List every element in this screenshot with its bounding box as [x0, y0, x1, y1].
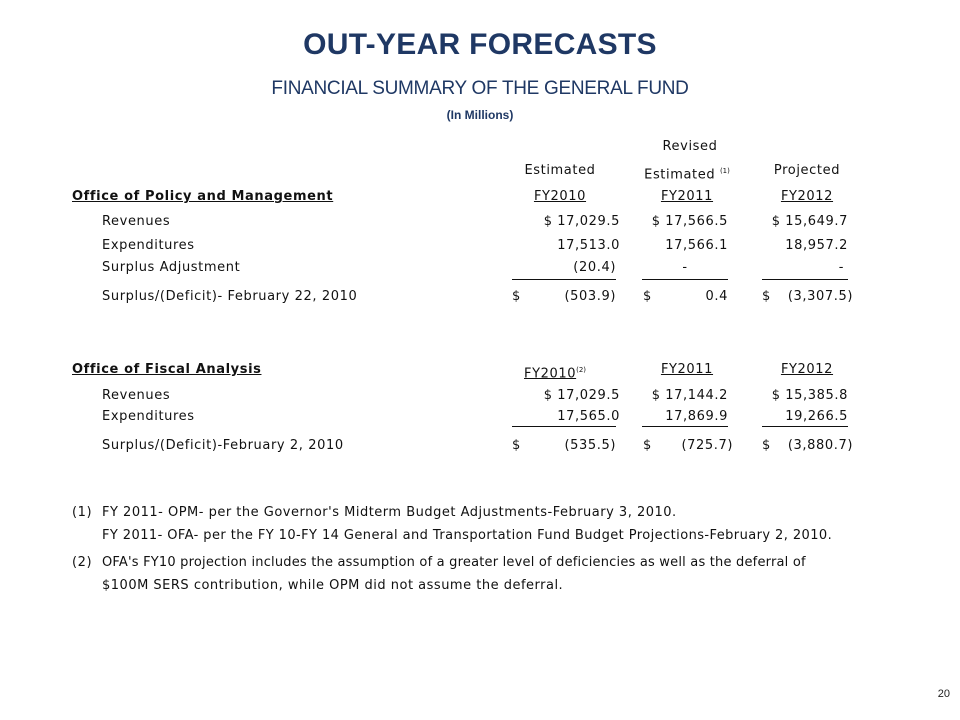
ofa-heading: Office of Fiscal Analysis [72, 362, 262, 377]
opm-revenues-fy2012: $ 15,649.7 [771, 214, 848, 229]
opm-revenues-fy2011: $ 17,566.5 [651, 214, 728, 229]
ofa-total-fy2010: (535.5) [564, 438, 616, 453]
dollar-sign: $ [643, 289, 652, 304]
opm-surplus-adjustment-fy2011: - [682, 260, 688, 275]
ofa-expenditures-fy2010: 17,565.0 [557, 409, 620, 424]
ofa-revenues-fy2012: $ 15,385.8 [771, 388, 848, 403]
opm-surplus-adjustment-fy2010: (20.4) [573, 260, 616, 275]
opm-year-fy2010: FY2010 [533, 189, 587, 204]
subtotal-rule [642, 426, 728, 427]
subtotal-rule [762, 279, 848, 280]
page-number: 20 [937, 688, 950, 700]
ofa-row-label: Expenditures [102, 409, 195, 424]
ofa-revenues-fy2010: $ 17,029.5 [543, 388, 620, 403]
page-subtitle: FINANCIAL SUMMARY OF THE GENERAL FUND [271, 78, 689, 99]
ofa-total-fy2012: (3,880.7) [787, 438, 853, 453]
opm-total-fy2012: (3,307.5) [787, 289, 853, 304]
subtotal-rule [642, 279, 728, 280]
footnote-2-line-1: OFA's FY10 projection includes the assumption of a greater level of deficiencies as well as the deferral of [102, 555, 806, 570]
column-header-projected: Projected [773, 163, 841, 178]
footnote-1-line-1: FY 2011- OPM- per the Governor's Midterm Budget Adjustments-February 3, 2010. [102, 505, 677, 520]
footnote-marker-2: (2) [72, 555, 93, 570]
opm-year-fy2011: FY2011 [660, 189, 714, 204]
opm-row-label: Surplus Adjustment [102, 260, 241, 275]
footnote-1-line-2: FY 2011- OFA- per the FY 10-FY 14 General and Transportation Fund Budget Projections-February 2, 2010. [102, 528, 833, 543]
opm-expenditures-fy2010: 17,513.0 [557, 238, 620, 253]
ofa-total-fy2011: (725.7) [681, 438, 733, 453]
opm-year-fy2012: FY2012 [780, 189, 834, 204]
dollar-sign: $ [512, 289, 521, 304]
dollar-sign: $ [643, 438, 652, 453]
ofa-year-fy2010: FY2010$^{(2)}$ [524, 366, 587, 382]
footnote-marker-1: (1) [72, 505, 93, 520]
footnote-ref-1: (1) [719, 167, 730, 175]
subtotal-rule [762, 426, 848, 427]
ofa-total-label: Surplus/(Deficit)-February 2, 2010 [102, 438, 344, 453]
opm-heading: Office of Policy and Management [72, 189, 334, 204]
ofa-year-fy2012: FY2012 [780, 362, 834, 377]
column-header-revised-estimated: Estimated $^{(1)}$ [644, 167, 730, 183]
dollar-sign: $ [512, 438, 521, 453]
opm-row-label: Revenues [102, 214, 171, 229]
ofa-row-label: Revenues [102, 388, 171, 403]
opm-expenditures-fy2012: 18,957.2 [785, 238, 848, 253]
page-title: OUT-YEAR FORECASTS [303, 28, 657, 61]
opm-total-fy2010: (503.9) [564, 289, 616, 304]
opm-surplus-adjustment-fy2012: - [838, 260, 844, 275]
footnote-ref-2: (2) [576, 366, 587, 374]
column-header-revised: Revised [662, 139, 718, 154]
opm-revenues-fy2010: $ 17,029.5 [543, 214, 620, 229]
subtotal-rule [512, 279, 616, 280]
opm-total-fy2011: 0.4 [705, 289, 728, 304]
ofa-expenditures-fy2012: 19,266.5 [785, 409, 848, 424]
subtotal-rule [512, 426, 616, 427]
opm-row-label: Expenditures [102, 238, 195, 253]
ofa-year-fy2011: FY2011 [660, 362, 714, 377]
units-note: (In Millions) [446, 108, 514, 122]
footnote-2-line-2: $100M SERS contribution, while OPM did not assume the deferral. [102, 578, 564, 593]
ofa-expenditures-fy2011: 17,869.9 [665, 409, 728, 424]
dollar-sign: $ [762, 289, 771, 304]
opm-total-label: Surplus/(Deficit)- February 22, 2010 [102, 289, 358, 304]
column-header-estimated: Estimated [524, 163, 596, 178]
ofa-revenues-fy2011: $ 17,144.2 [651, 388, 728, 403]
opm-expenditures-fy2011: 17,566.1 [665, 238, 728, 253]
dollar-sign: $ [762, 438, 771, 453]
